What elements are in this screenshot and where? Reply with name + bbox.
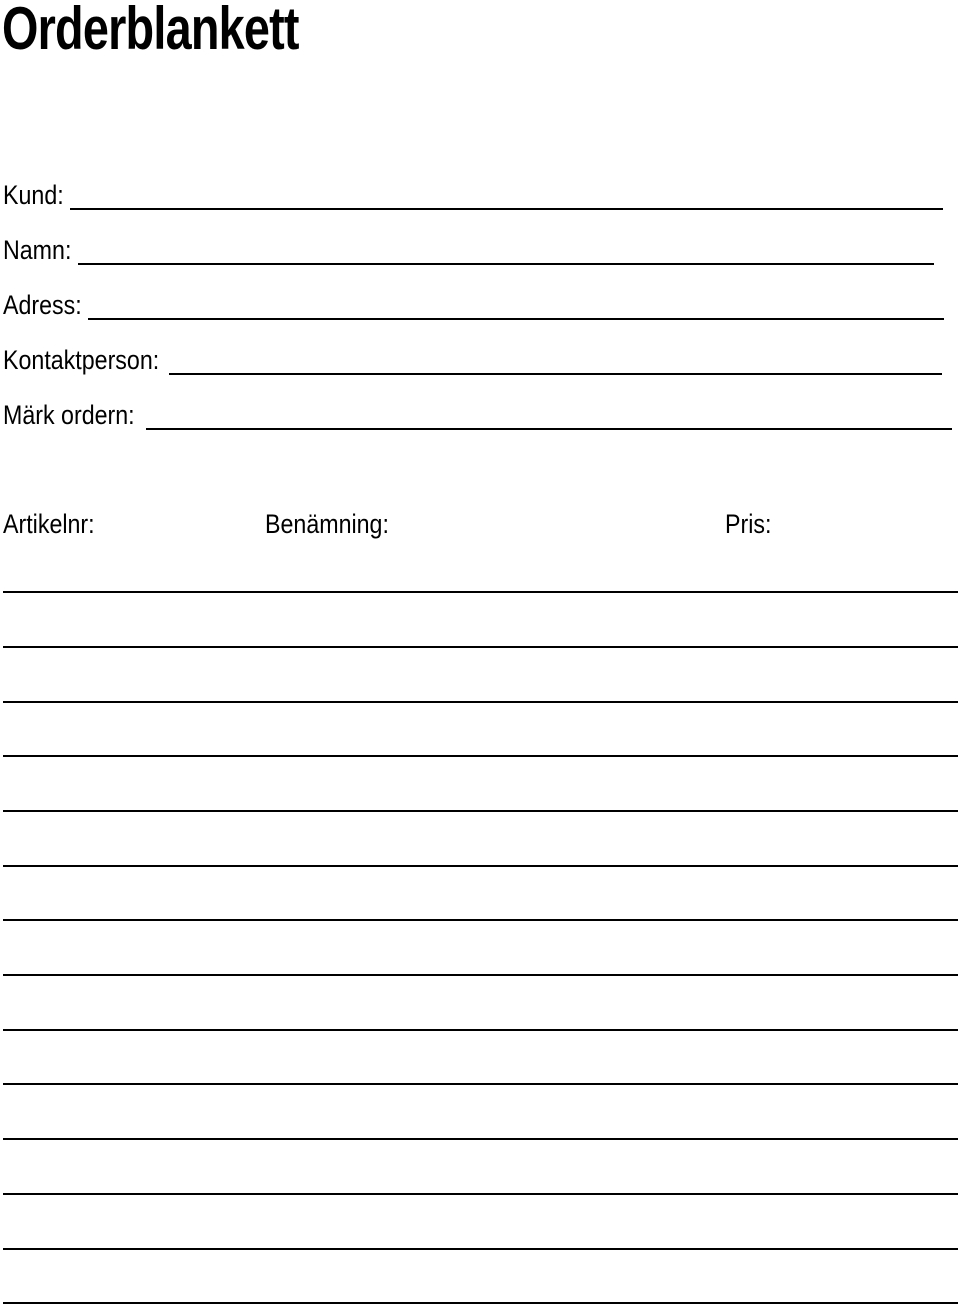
customer-field <box>3 174 943 210</box>
address-label: Adress: <box>3 290 82 320</box>
contact-person-field <box>3 339 942 375</box>
order-line[interactable] <box>3 919 958 921</box>
customer-input-line[interactable] <box>70 208 943 210</box>
customer-label: Kund: <box>3 180 64 210</box>
name-input-line[interactable] <box>78 263 934 265</box>
order-line[interactable] <box>3 1029 958 1031</box>
address-input-line[interactable] <box>88 318 944 320</box>
address-field <box>3 284 944 320</box>
order-line[interactable] <box>3 701 958 703</box>
order-line[interactable] <box>3 865 958 867</box>
order-line[interactable] <box>3 755 958 757</box>
column-header-price: Pris: <box>725 509 772 539</box>
name-field <box>3 229 934 265</box>
order-line[interactable] <box>3 591 958 593</box>
order-reference-field <box>3 394 952 430</box>
order-line[interactable] <box>3 1138 958 1140</box>
order-reference-label: Märk ordern: <box>3 400 135 430</box>
order-reference-input-line[interactable] <box>146 428 952 430</box>
contact-person-input-line[interactable] <box>169 373 942 375</box>
order-line[interactable] <box>3 1248 958 1250</box>
order-line[interactable] <box>3 810 958 812</box>
name-label: Namn: <box>3 235 72 265</box>
order-line[interactable] <box>3 646 958 648</box>
column-header-article-number: Artikelnr: <box>3 509 95 539</box>
page-title: Orderblankett <box>2 0 299 62</box>
contact-person-label: Kontaktperson: <box>3 345 160 375</box>
order-line[interactable] <box>3 974 958 976</box>
order-line[interactable] <box>3 1083 958 1085</box>
column-header-description: Benämning: <box>265 509 389 539</box>
order-line[interactable] <box>3 1302 958 1304</box>
order-line[interactable] <box>3 1193 958 1195</box>
